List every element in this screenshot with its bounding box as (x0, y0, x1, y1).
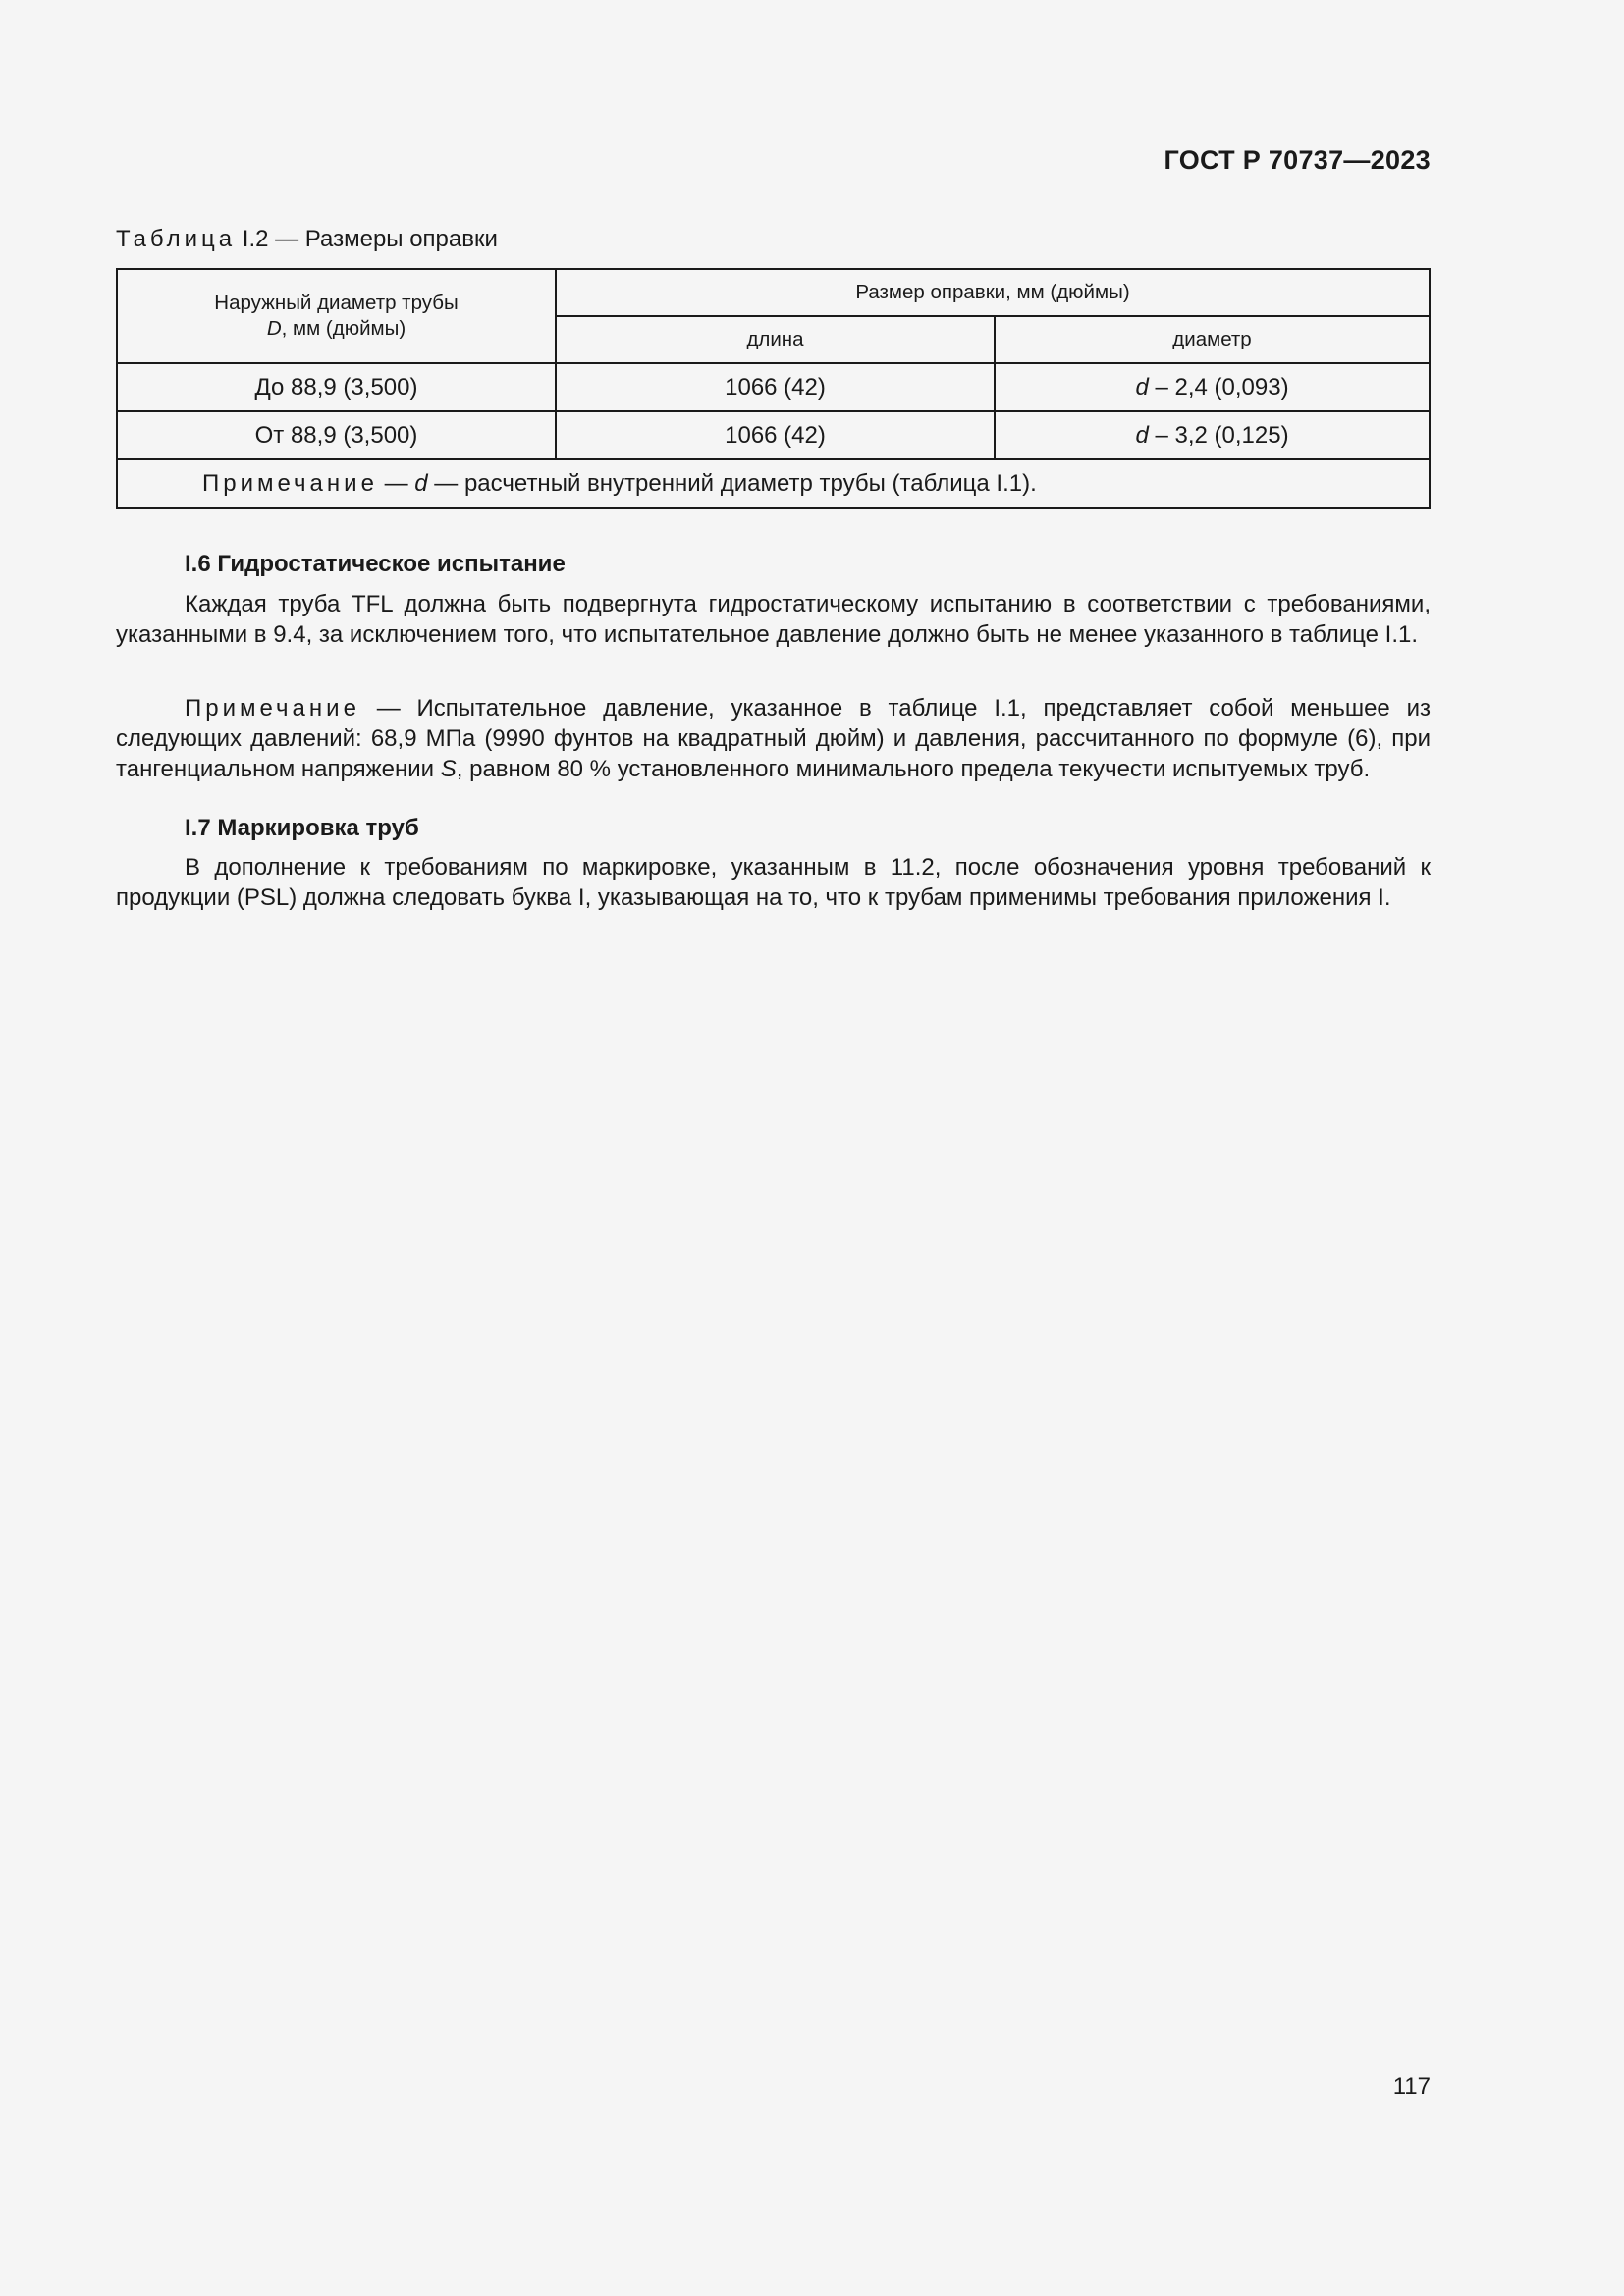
table-caption-prefix: Таблица (116, 226, 237, 252)
length-cell: 1066 (42) (556, 411, 995, 459)
outer-diameter-cell: От 88,9 (3,500) (117, 411, 556, 459)
diameter-cell: d – 3,2 (0,125) (995, 411, 1430, 459)
section-i6-note: Примечание — Испытательное давление, указанное в таблице I.1, представляет собой меньшее из следующих давлений: 68,9 МПа (9990 фунтов на квадратный дюйм) и давления, рассчитанного по формуле (6), при тангенциальном напряжении S, равном 80 % установленного минимального предела текучести испытуемых труб. (116, 695, 1431, 782)
section-heading-i7: I.7 Маркировка труб (185, 815, 419, 841)
diameter-header: диаметр (995, 316, 1430, 363)
table-note-row (117, 459, 1430, 508)
table-caption-title: I.2 — Размеры оправки (236, 226, 498, 252)
document-id: ГОСТ Р 70737—2023 (1164, 145, 1431, 175)
section-i7-paragraph: В дополнение к требованиям по маркировке, указанным в 11.2, после обозначения уровня требований к продукции (PSL) должна следовать буква I, указывающая на то, что к трубам применимы требования приложения I. (116, 854, 1431, 911)
diameter-cell: d – 2,4 (0,093) (995, 363, 1430, 411)
length-cell: 1066 (42) (556, 363, 995, 411)
page-number: 117 (1392, 2073, 1431, 2100)
length-header: длина (556, 316, 995, 363)
outer-diameter-cell: До 88,9 (3,500) (117, 363, 556, 411)
table-row (117, 411, 1430, 459)
section-i6-paragraph: Каждая труба TFL должна быть подвергнута гидростатическому испытанию в соответствии с требованиями, указанными в 9.4, за исключением того, что испытательное давление должно быть не менее указанного в таблице I.1. (116, 591, 1431, 648)
mandrel-size-table (116, 268, 1431, 509)
table-caption (116, 226, 498, 253)
mandrel-size-group-header: Размер оправки, мм (дюймы) (556, 269, 1430, 316)
table-row (117, 363, 1430, 411)
outer-diameter-header: Наружный диаметр трубы D, мм (дюймы) (117, 269, 556, 363)
section-heading-i6: I.6 Гидростатическое испытание (185, 551, 566, 577)
table-note: Примечание — d — расчетный внутренний диаметр трубы (таблица I.1). (117, 459, 1430, 508)
table-header-row (117, 269, 1430, 316)
